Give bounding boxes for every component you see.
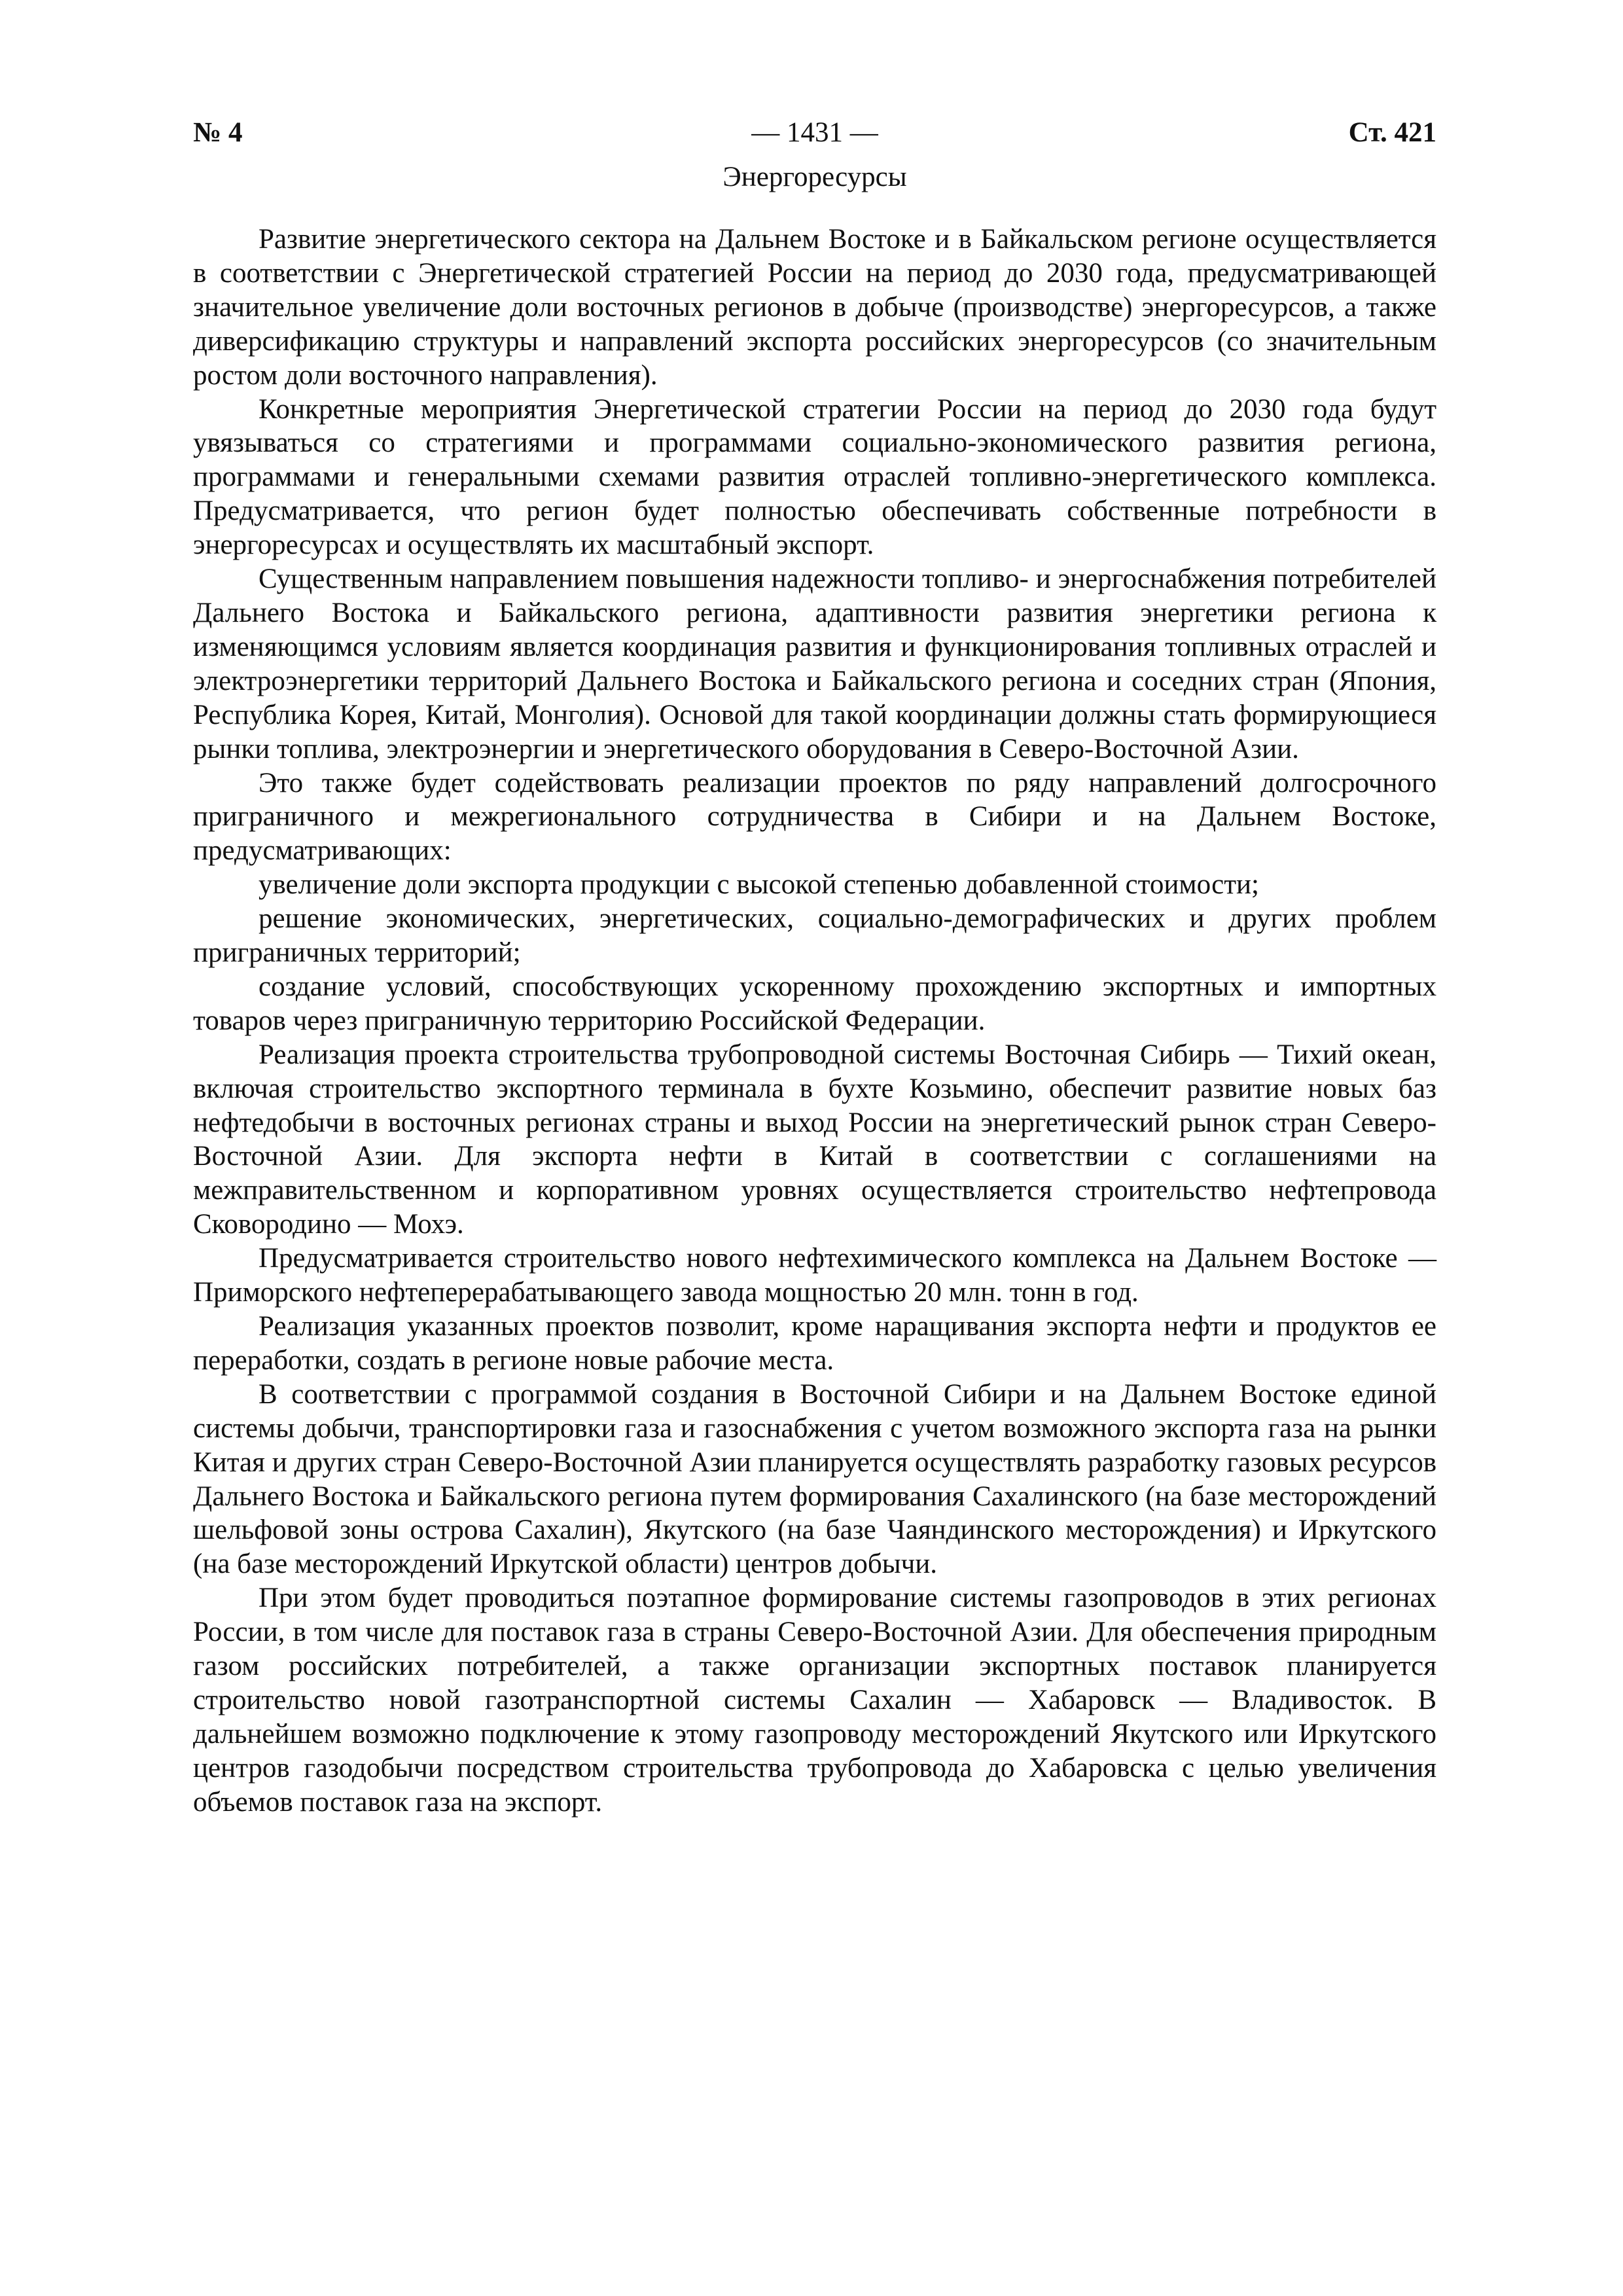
- paragraph: Существенным направлением повышения надежности топливо- и энергоснабжения потребителей Дальнего Востока и Байкальского региона, адаптивности развития энергетики региона к изменяющимся условиям является координация развития и функционирования топливных отраслей и электроэнергетики территорий Дальнего Востока и Байкальского региона и соседних стран (Япония, Республика Корея, Китай, Монголия). Основой для такой координации должны стать формирующиеся рынки топлива, электроэнергии и энергетического оборудования в Северо-Восточной Азии.: [193, 564, 1436, 764]
- paragraph: Конкретные мероприятия Энергетической стратегии России на период до 2030 года будут увязываться со стратегиями и программами социально-экономического развития региона, программами и генеральными схемами развития отраслей топливно-энергетического комплекса. Предусматривается, что регион будет полностью обеспечивать собственные потребности в энергоресурсах и осуществлять их масштабный экспорт.: [193, 393, 1436, 561]
- section-title: Энергоресурсы: [722, 162, 907, 192]
- issue-number: № 4: [193, 117, 243, 148]
- list-item: создание условий, способствующих ускоренному прохождению экспортных и импортных товаров через приграничную территорию Российской Федерации.: [193, 971, 1436, 1036]
- document-body: [193, 223, 1436, 1820]
- list-item: увеличение доли экспорта продукции с высокой степенью добавленной стоимости;: [259, 869, 1259, 901]
- document-page: [193, 111, 1436, 1820]
- paragraph: При этом будет проводиться поэтапное формирование системы газопроводов в этих регионах России, в том числе для поставок газа в страны Северо-Восточной Азии. Для обеспечения природным газом российских потребителей, а также организации экспортных поставок планируется строительство новой газотранспортной системы Сахалин — Хабаровск — Владивосток. В дальнейшем возможно подключение к этому газопроводу месторождений Якутского или Иркутского центров газодобычи посредством строительства трубопровода до Хабаровска с целью увеличения объемов поставок газа на экспорт.: [193, 1583, 1436, 1818]
- page-header: [193, 111, 1436, 154]
- paragraph: Это также будет содействовать реализации проектов по ряду направлений долгосрочного приграничного и межрегионального сотрудничества в Сибири и на Дальнем Востоке, предусматривающих:: [193, 767, 1436, 867]
- paragraph: Предусматривается строительство нового нефтехимического комплекса на Дальнем Востоке — Приморского нефтеперерабатывающего завода мощностью 20 млн. тонн в год.: [193, 1243, 1436, 1308]
- article-number: Ст. 421: [1348, 117, 1436, 148]
- page-number: — 1431 —: [751, 117, 878, 148]
- paragraph: Реализация проекта строительства трубопроводной системы Восточная Сибирь — Тихий океан, включая строительство экспортного терминала в бухте Козьмино, обеспечит развитие новых баз нефтедобычи в восточных регионах страны и выход России на энергетический рынок стран Северо-Восточной Азии. Для экспорта нефти в Китай в соответствии с соглашениями на межправительственном и корпоративном уровнях осуществляется строительство нефтепровода Сковородино — Мохэ.: [193, 1039, 1436, 1240]
- paragraph: В соответствии с программой создания в Восточной Сибири и на Дальнем Востоке единой системы добычи, транспортировки газа и газоснабжения с учетом возможного экспорта газа на рынки Китая и других стран Северо-Восточной Азии планируется осуществлять разработку газовых ресурсов Дальнего Востока и Байкальского региона путем формирования Сахалинского (на базе месторождений шельфовой зоны острова Сахалин), Якутского (на базе Чаяндинского месторождения) и Иркутского (на базе месторождений Иркутской области) центров добычи.: [193, 1378, 1436, 1580]
- paragraph: Реализация указанных проектов позволит, кроме наращивания экспорта нефти и продуктов ее переработки, создать в регионе новые рабочие места.: [193, 1311, 1436, 1376]
- paragraph: Развитие энергетического сектора на Дальнем Востоке и в Байкальском регионе осуществляется в соответствии с Энергетической стратегией России на период до 2030 года, предусматривающей значительное увеличение доли восточных регионов в добыче (производстве) энергоресурсов, а также диверсификацию структуры и направлений экспорта российских энергоресурсов (со значительным ростом доли восточного направления).: [193, 224, 1436, 391]
- list-item: решение экономических, энергетических, социально-демографических и других проблем приграничных территорий;: [193, 903, 1436, 969]
